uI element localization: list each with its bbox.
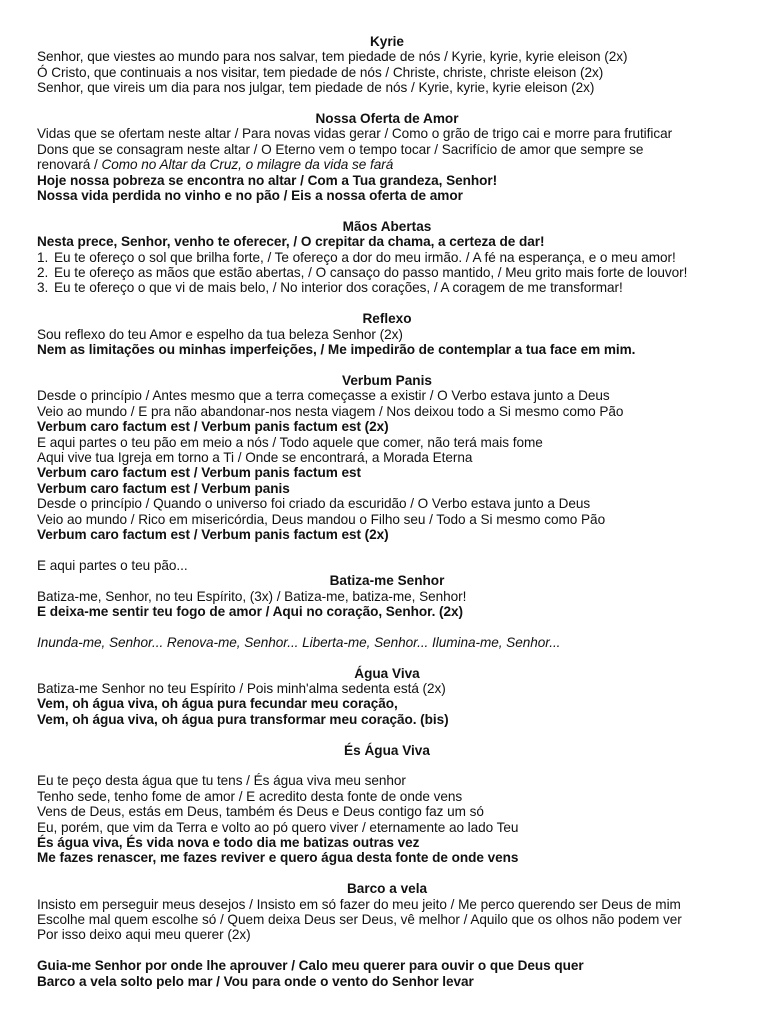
lyric-line (37, 912, 737, 927)
lyric-line (37, 820, 737, 835)
lyric-text: Batiza-me, Senhor, no teu Espírito, (3x) / Batiza-me, batiza-me, Senhor! (37, 588, 467, 604)
blank-line (37, 619, 737, 634)
blank-line (37, 758, 737, 773)
lyric-line (37, 527, 737, 542)
song-title: Mãos Abertas (342, 218, 432, 234)
song-title: És Água Viva (344, 742, 430, 758)
lyric-line (37, 280, 737, 295)
lyric-text: Desde o princípio / Antes mesmo que a terra começasse a existir / O Verbo estava junto a Deus (37, 388, 610, 404)
lyric-text: Senhor, que viestes ao mundo para nos salvar, tem piedade de nós / Kyrie, kyrie, kyrie eleison (2x) (37, 49, 628, 65)
lyric-text: Me fazes renascer, me fazes reviver e quero água desta fonte de onde vens (37, 850, 519, 866)
lyric-text: Vem, oh água viva, oh água pura transformar meu coração. (bis) (37, 711, 449, 727)
lyric-text: Vem, oh água viva, oh água pura fecundar meu coração, (37, 696, 398, 712)
lyric-text: E deixa-me sentir teu fogo de amor / Aqui no coração, Senhor. (2x) (37, 603, 463, 619)
lyric-text: Eu te ofereço o que vi de mais belo, / No interior dos corações, / A coragem de me transformar! (54, 280, 623, 296)
song-section (37, 219, 737, 296)
lyric-text: Inunda-me, Senhor... Renova-me, Senhor... Liberta-me, Senhor... Ilumina-me, Senhor... (37, 634, 561, 650)
song-sheet (37, 34, 737, 989)
song-section (37, 111, 737, 203)
lyric-text: Vens de Deus, estás em Deus, também és Deus e Deus contigo faz um só (37, 804, 484, 820)
blank-line (37, 943, 737, 958)
lyric-line (37, 80, 737, 95)
lyric-text: Por isso deixo aqui meu querer (2x) (37, 927, 251, 943)
lyric-line (37, 635, 737, 650)
lyric-italic-text: Como no Altar da Cruz, o milagre da vida se fará (101, 157, 394, 173)
song-section (37, 573, 737, 650)
lyric-text: Eu te ofereço o sol que brilha forte, / Te ofereço a dor do meu irmão. / A fé na esperança, e o meu amor! (54, 249, 676, 265)
lyric-text: Eu te peço desta água que tu tens / És água viva meu senhor (37, 773, 406, 789)
lyric-line (37, 173, 737, 188)
lyric-text: És água viva, És vida nova e todo dia me batizas outras vez (37, 834, 420, 850)
song-section (37, 743, 737, 866)
lyric-text: E aqui partes o teu pão... (37, 557, 188, 573)
song-section (37, 373, 737, 573)
lyric-line (37, 773, 737, 788)
section-gap (37, 296, 737, 311)
lyric-text: Senhor, que vireis um dia para nos julgar, tem piedade de nós / Kyrie, kyrie, kyrie eleison (2x) (37, 80, 595, 96)
lyric-line (37, 435, 737, 450)
lyric-text: Sou reflexo do teu Amor e espelho da tua beleza Senhor (2x) (37, 326, 403, 342)
verse-number: 2. (37, 265, 49, 281)
lyric-text: Eu, porém, que vim da Terra e volto ao pó quero viver / eternamente ao lado Teu (37, 819, 519, 835)
lyric-line (37, 388, 737, 403)
lyric-text: Aqui vive tua Igreja em torno a Ti / Onde se encontrará, a Morada Eterna (37, 449, 473, 465)
song-section (37, 881, 737, 989)
lyric-text: Verbum caro factum est / Verbum panis factum est (2x) (37, 419, 389, 435)
lyric-line (37, 481, 737, 496)
verse-number: 3. (37, 280, 49, 296)
lyric-line (37, 188, 737, 203)
lyric-text: Tenho sede, tenho fome de amor / E acredito desta fonte de onde vens (37, 788, 463, 804)
section-gap (37, 96, 737, 111)
lyric-text: renovará / (37, 157, 102, 173)
lyric-text: Batiza-me Senhor no teu Espírito / Pois minh'alma sedenta está (2x) (37, 680, 446, 696)
lyric-line (37, 604, 737, 619)
lyric-line (37, 65, 737, 80)
lyric-line (37, 234, 737, 249)
lyric-line (37, 835, 737, 850)
lyric-text: Verbum caro factum est / Verbum panis factum est (2x) (37, 526, 389, 542)
section-gap (37, 727, 737, 742)
song-title: Nossa Oferta de Amor (315, 111, 459, 127)
section-gap (37, 357, 737, 372)
lyric-text: E aqui partes o teu pão em meio a nós / Todo aquele que comer, não terá mais fome (37, 434, 543, 450)
lyric-text: Insisto em perseguir meus desejos / Insisto em só fazer do meu jeito / Me perco querendo ser Deus de mim (37, 896, 681, 912)
lyric-line (37, 250, 737, 265)
song-section (37, 34, 737, 96)
lyric-line (37, 450, 737, 465)
lyric-line (37, 712, 737, 727)
lyric-line (37, 465, 737, 480)
lyric-text: Nesta prece, Senhor, venho te oferecer, / O crepitar da chama, a certeza de dar! (37, 234, 545, 250)
lyric-line (37, 265, 737, 280)
lyric-line (37, 897, 737, 912)
lyric-line (37, 558, 737, 573)
lyric-line (37, 927, 737, 942)
lyric-line (37, 958, 737, 973)
lyric-text: Veio ao mundo / E pra não abandonar-nos nesta viagem / Nos deixou todo a Si mesmo como Pão (37, 403, 624, 419)
lyric-line (37, 789, 737, 804)
song-title: Batiza-me Senhor (329, 573, 445, 589)
song-title: Água Viva (354, 665, 420, 681)
lyric-text: Verbum caro factum est / Verbum panis (37, 480, 290, 496)
lyric-line (37, 157, 737, 172)
lyric-text: Verbum caro factum est / Verbum panis factum est (37, 465, 361, 481)
lyric-line (37, 404, 737, 419)
lyric-text: Veio ao mundo / Rico em misericórdia, Deus mandou o Filho seu / Todo a Si mesmo como Pão (37, 511, 606, 527)
lyric-text: Guia-me Senhor por onde lhe aprouver / Calo meu querer para ouvir o que Deus quer (37, 958, 584, 974)
lyric-line (37, 974, 737, 989)
section-gap (37, 650, 737, 665)
lyric-text: Vidas que se ofertam neste altar / Para novas vidas gerar / Como o grão de trigo cai e morre para frutificar (37, 126, 673, 142)
lyric-text: Dons que se consagram neste altar / O Eterno vem o tempo tocar / Sacrifício de amor que sempre se (37, 141, 644, 157)
song-title: Kyrie (369, 34, 404, 49)
lyric-text: Escolhe mal quem escolhe só / Quem deixa Deus ser Deus, vê melhor / Aquilo que os olhos não podem ver (37, 912, 682, 927)
lyric-line (37, 850, 737, 865)
lyric-line (37, 696, 737, 711)
blank-line (37, 542, 737, 557)
section-gap (37, 866, 737, 881)
verse-number: 1. (37, 249, 49, 265)
lyric-line (37, 327, 737, 342)
section-gap (37, 203, 737, 218)
lyric-line (37, 142, 737, 157)
lyric-text: Barco a vela solto pelo mar / Vou para onde o vento do Senhor levar (37, 973, 474, 989)
lyric-line (37, 49, 737, 64)
lyric-line (37, 589, 737, 604)
lyric-line (37, 681, 737, 696)
lyric-text: Nem as limitações ou minhas imperfeições, / Me impedirão de contemplar a tua face em mim. (37, 342, 636, 358)
lyric-line (37, 126, 737, 141)
lyric-text: Ó Cristo, que continuais a nos visitar, tem piedade de nós / Christe, christe, christe eleison (2x) (37, 64, 604, 80)
lyric-line (37, 496, 737, 511)
lyric-line (37, 419, 737, 434)
lyric-text: Nossa vida perdida no vinho e no pão / Eis a nossa oferta de amor (37, 188, 463, 204)
lyric-text: Desde o princípio / Quando o universo foi criado da escuridão / O Verbo estava junto a Deus (37, 496, 591, 512)
song-title: Verbum Panis (342, 372, 432, 388)
lyric-line (37, 804, 737, 819)
lyric-text: Eu te ofereço as mãos que estão abertas, / O cansaço do passo mantido, / Meu grito mais forte de louvor! (54, 265, 688, 281)
lyric-text: Hoje nossa pobreza se encontra no altar / Com a Tua grandeza, Senhor! (37, 172, 498, 188)
lyric-line (37, 342, 737, 357)
song-section (37, 311, 737, 357)
song-title: Reflexo (362, 311, 412, 327)
song-section (37, 666, 737, 728)
lyric-line (37, 512, 737, 527)
song-title: Barco a vela (346, 881, 428, 897)
